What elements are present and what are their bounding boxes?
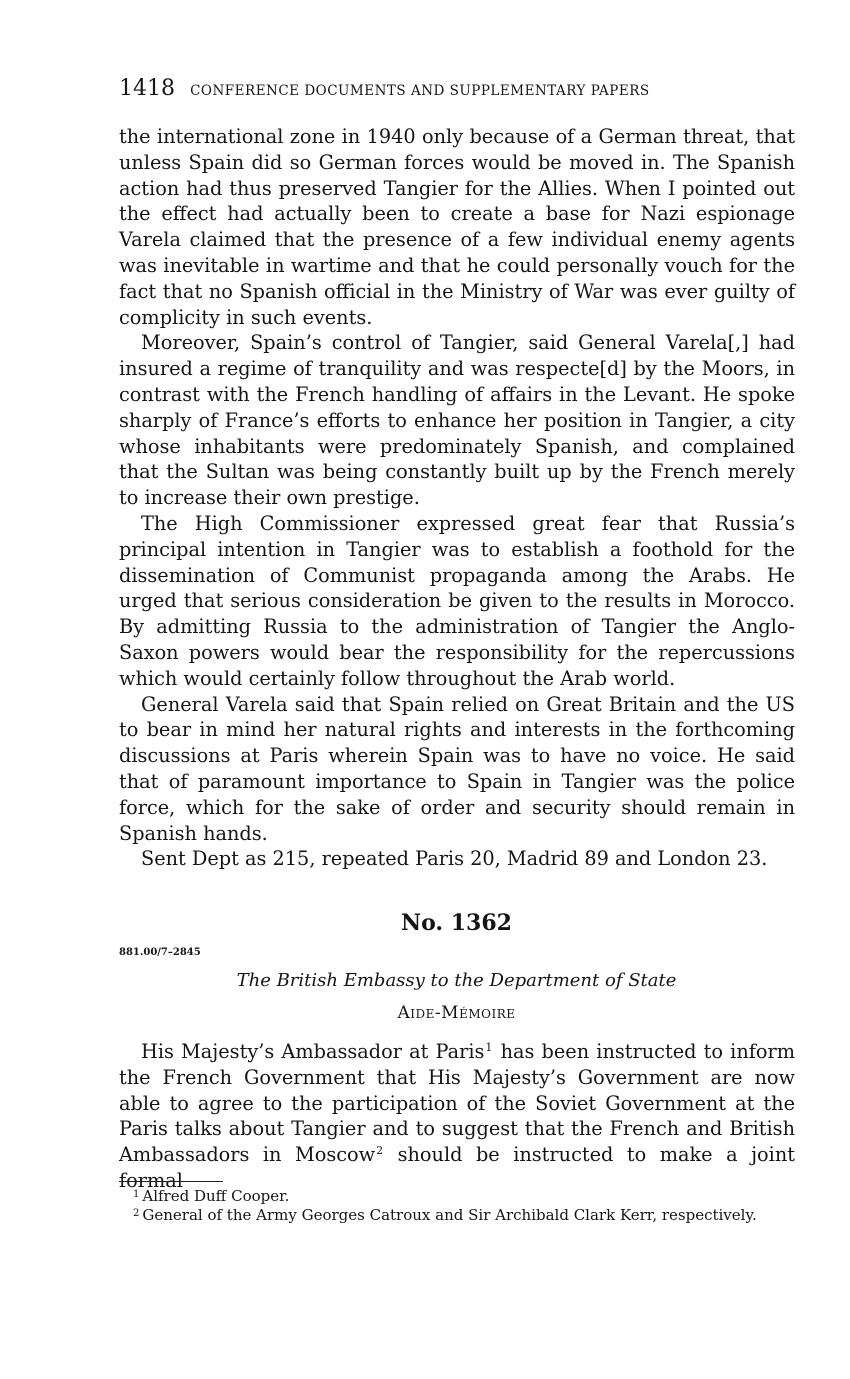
document-title: The British Embassy to the Department of State [236,970,677,991]
footnote-reference: 1 [485,1041,493,1054]
file-reference: 881.00/7–2845 [119,947,201,958]
footnote-text: General of the Army Georges Catroux and Sir Archibald Clark Kerr, respectively. [142,1206,757,1224]
footnote [119,1205,795,1224]
body-text [119,124,795,872]
paragraph: General Varela said that Spain relied on Great Britain and the US to bear in mind her natural rights and interests in the forthcoming discussions at Paris wherein Spain was to have no voice. He said that of paramount importance to Spain in Tangier was the police force, which for the sake of order and security should remain in Spanish hands. [119,692,795,845]
paragraph: Moreover, Spain’s control of Tangier, said General Varela[,] had insured a regime of tranquility and was respecte[d] by the Moors, in contrast with the French handling of affairs in the Levant. He spoke sharply of France’s efforts to enhance her position in Tangier, a city whose inhabitants were predominately Spanish, and complained that the Sultan was being constantly built up by the French merely to increase their own prestige. [119,331,795,510]
paragraph-segment: should be instructed to make a joint formal [119,1143,795,1192]
footnote-reference: 2 [376,1144,384,1158]
footnote-text: Alfred Duff Cooper. [142,1187,290,1205]
running-head: CONFERENCE DOCUMENTS AND SUPPLEMENTARY PAPERS [190,83,650,99]
paragraph: Sent Dept as 215, repeated Paris 20, Madrid 89 and London 23. [141,847,768,871]
paragraph [119,1039,795,1194]
footnote-mark: 2 [133,1208,140,1219]
paragraph-segment: His Majesty’s Ambassador at Paris [141,1040,485,1063]
footnote-mark: 1 [133,1189,140,1200]
page-number: 1418 [119,76,175,101]
footnotes [119,1186,795,1224]
document-number: No. 1362 [401,910,512,936]
document-type: Aide-Mémoire [397,1003,516,1023]
aide-memoire-text [119,1039,795,1194]
page-header [119,76,799,101]
footnote [119,1186,795,1205]
paragraph: the international zone in 1940 only because of a German threat, that unless Spain did so German forces would be moved in. The Spanish action had thus preserved Tangier for the Allies. When I pointed out the effect had actually been to create a base for Nazi espionage Varela claimed that the presence of a few individual enemy agents was inevitable in wartime and that he could personally vouch for the fact that no Spanish official in the Ministry of War was ever guilty of complicity in such events. [119,125,795,329]
paragraph: The High Commissioner expressed great fear that Russia’s principal intention in Tangier was to establish a foothold for the dissemination of Communist propaganda among the Arabs. He urged that serious consideration be given to the results in Morocco. By admitting Russia to the administration of Tangier the Anglo-Saxon powers would bear the responsibility for the repercussions which would certainly follow throughout the Arab world. [119,511,795,690]
paragraph-segment: has been instructed to inform the French Government that His Majesty’s Government are now able to agree to the participation of the Soviet Government at the Paris talks about Tangier and to suggest that the French and British Ambassadors in Moscow [119,1040,795,1167]
footnote-divider [119,1181,223,1182]
